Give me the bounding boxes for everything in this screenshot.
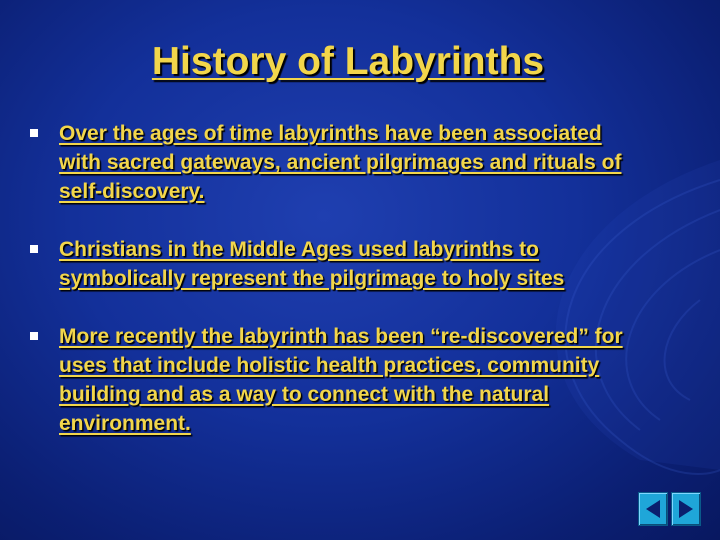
slide-title: History of Labyrinths [151,40,545,83]
bullet-item [30,322,630,438]
bullet-text: More recently the labyrinth has been “re-discovered” for uses that include holistic health practices, community building and as a way to connect with the natural environment. [59,325,623,435]
bullet-list [30,119,630,467]
left-arrow-icon [643,498,663,520]
right-arrow-icon [676,498,696,520]
bullet-marker-icon [30,332,38,340]
bullet-text: Over the ages of time labyrinths have been associated with sacred gateways, ancient pilgrimages and rituals of self-discovery. [59,122,622,203]
bullet-marker-icon [30,129,38,137]
bullet-marker-icon [30,245,38,253]
bullet-item [30,235,630,293]
bullet-text: Christians in the Middle Ages used labyrinths to symbolically represent the pilgrimage to holy sites [59,238,565,290]
next-slide-button[interactable] [671,492,701,526]
previous-slide-button[interactable] [638,492,668,526]
bullet-item [30,119,630,206]
